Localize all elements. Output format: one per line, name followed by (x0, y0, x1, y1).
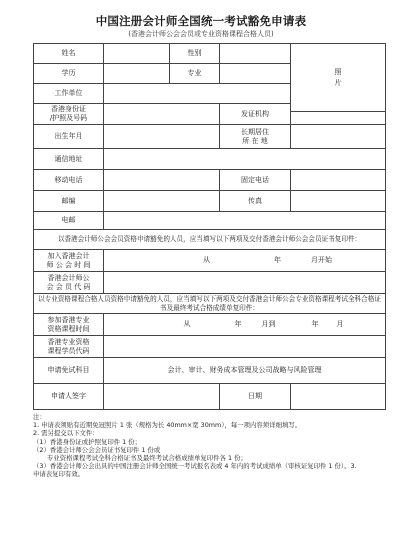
student-code-field[interactable] (104, 336, 386, 358)
course-date-label: 参加香港专业 资格课程时间 (34, 314, 104, 336)
name-label: 姓名 (34, 44, 104, 64)
notes-heading: 注： (33, 413, 46, 421)
photo-box[interactable] (291, 44, 386, 112)
gender-field[interactable] (220, 44, 291, 64)
course-month2-text: 月 (336, 320, 344, 328)
subjects-label: 申请免试科目 (34, 358, 104, 384)
application-table (33, 43, 386, 410)
birth-label: 出生年月 (34, 125, 104, 149)
note-line: （1）香港身份证或护照复印件 1 份； (33, 437, 142, 446)
signature-field[interactable] (104, 384, 220, 410)
course-date-field[interactable] (104, 314, 386, 336)
form-title: 中国注册会计师全国统一考试豁免申请表 (95, 14, 307, 28)
issuer-label: 发证机构 (220, 104, 291, 125)
note-line: 1. 申请表须贴有近期免冠照片 1 张（规格为长 40mm×宽 30mm），每一项内容须详细填写。 (33, 421, 302, 430)
postcode-field[interactable] (104, 191, 220, 212)
course-from-text: 从 (183, 320, 191, 328)
postcode-label: 邮编 (34, 191, 104, 212)
note-line: 专业资格课程考试全科合格证书及最终考试合格成绩单复印件各 1 份； (47, 454, 247, 463)
student-code-label: 香港专业资格 课程学员代码 (34, 336, 104, 358)
member-code-label: 香港会计师公 会 会 员 代 码 (34, 272, 104, 294)
note-line: 申请表复印有效。 (33, 470, 85, 479)
join-year-text: 年 (274, 256, 281, 264)
employer-label: 工作单位 (34, 84, 104, 104)
email-field[interactable] (104, 212, 386, 230)
photo-label-2: 片 (334, 78, 342, 87)
major-field[interactable] (220, 64, 291, 84)
date-field[interactable] (291, 384, 386, 410)
member-code-field[interactable] (104, 272, 386, 294)
join-date-field[interactable] (104, 250, 386, 272)
join-from-text: 从 (203, 256, 210, 264)
hk-id-label: 香港身份证 /护照及号码 (34, 104, 104, 125)
join-month-begin-text: 月开始 (311, 256, 332, 264)
residence-field[interactable] (291, 125, 386, 149)
section-member-note: 以香港会计师公会会员资格申请豁免的人员，应当填写以下两项及交付香港会计师公会会员证书复印件： (34, 230, 386, 250)
address-label: 通信地址 (34, 149, 104, 170)
landline-label: 固定电话 (220, 170, 291, 191)
hk-id-field[interactable] (104, 104, 220, 125)
education-label: 学历 (34, 64, 104, 84)
mobile-field[interactable] (104, 170, 220, 191)
subjects-value: 会计、审计、财务成本管理及公司战略与风险管理 (104, 358, 386, 384)
signature-label: 申请人签字 (34, 384, 104, 410)
gender-label: 性别 (170, 44, 220, 64)
form-notes (33, 413, 385, 479)
note-line: （3）香港会计师公会出具的中国注册会计师全国统一考试报名表或 4 年内的考试成绩单（审核证复印件 1 份）。3. (33, 462, 357, 471)
residence-label: 长期居住 所 在 地 (220, 125, 291, 149)
fax-field[interactable] (291, 191, 386, 212)
address-field[interactable] (104, 149, 386, 170)
date-label: 日期 (220, 384, 291, 410)
name-field[interactable] (104, 44, 170, 64)
mobile-label: 移动电话 (34, 170, 104, 191)
join-date-label: 加入香港会计 师 公 会 时 间 (34, 250, 104, 272)
note-line: （2）香港会计师公会会员证书复印件 1 份或 (33, 445, 161, 454)
note-line: 2. 需另提交以下文件： (33, 429, 99, 438)
landline-field[interactable] (291, 170, 386, 191)
course-year2-text: 年 (311, 320, 319, 328)
section-course-note: 以专业资格课程合格人员资格申请豁免的人员，应当填写以下两项及交付香港会计师公会专业资格课程考试全科合格证书及最终考试合格成绩单复印件： (34, 294, 386, 314)
form-subtitle: (香港会计师公会会员或专业资格课程合格人员) (128, 30, 274, 38)
email-label: 电邮 (34, 212, 104, 230)
birth-field[interactable] (104, 125, 220, 149)
course-month1-text: 月到 (261, 320, 276, 328)
fax-label: 传真 (220, 191, 291, 212)
issuer-field[interactable] (291, 112, 386, 125)
photo-label-1: 照 (334, 67, 342, 76)
employer-field[interactable] (104, 84, 291, 104)
education-field[interactable] (104, 64, 170, 84)
major-label: 专业 (170, 64, 220, 84)
course-year1-text: 年 (234, 320, 242, 328)
